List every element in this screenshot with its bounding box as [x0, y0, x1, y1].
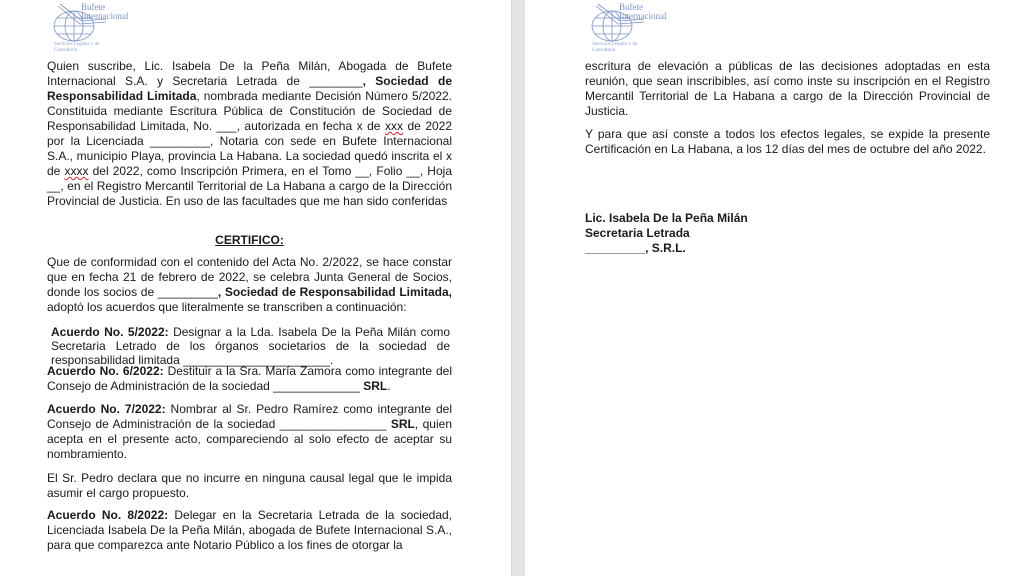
document-page-2 — [525, 0, 1024, 576]
closing-paragraph: Y para que así conste a todos los efectos legales, se expide la presente Certificación en La Habana, a los 12 días del mes de octubre del año 2022. — [585, 127, 990, 156]
signature-title: Secretaria Letrada — [585, 226, 690, 240]
spellcheck-word: xxx — [384, 119, 403, 133]
acuerdo-5: Acuerdo No. 5/2022: Designar a la Lda. Isabela De la Peña Milán como Secretaria Letrado de los órganos societarios de la sociedad de responsabilidad limitada ______________________. — [51, 325, 451, 367]
company-logo: Bufete Internacional Servicios Legales y de Consultoria — [588, 2, 678, 58]
spellcheck-word: xxxx — [64, 164, 89, 178]
document-page-1 — [0, 0, 511, 576]
acuerdo-6: Acuerdo No. 6/2022: Destituir a la Sra. María Zamora como integrante del Consejo de Administración de la sociedad _____________ SRL. — [47, 364, 452, 393]
certifico-heading: CERTIFICO: — [215, 233, 284, 247]
continuation-paragraph: escritura de elevación a públicas de las decisiones adoptadas en esta reunión, que sean inscribibles, así como inste su inscripción en el Registro Mercantil Territorial de La Habana a cargo de la Dirección Provincial de Justicia. — [585, 59, 990, 118]
company-logo: Bufete Internacional Servicios Legales y de Consultoria — [50, 2, 140, 58]
signature-company: _________, S.R.L. — [585, 241, 686, 255]
intro-paragraph: Quien suscribe, Lic. Isabela De la Peña Milán, Abogada de Bufete Internacional S.A. y Secretaria Letrada de ________, Sociedad de Responsabilidad Limitada, nombrada mediante Decisión Número 5/2022. Constituida mediante Escritura Pública de Constitución de Sociedad de Responsabilidad Limitada, No. ___, autorizada en fecha x de xxx de 2022 por la Licenciada _________, Notaria con sede en Bufete Internacional S.A., municipio Playa, provincia La Habana. La sociedad quedó inscrita el x de xxxx del 2022, como Inscripción Primera, en el Tomo __, Folio __, Hoja __, en el Registro Mercantil Territorial de La Habana a cargo de la Dirección Provincial de Justicia. En uso de las facultades que me han sido conferidas — [47, 59, 452, 208]
signature-name: Lic. Isabela De la Peña Milán — [585, 211, 748, 225]
pedro-paragraph: El Sr. Pedro declara que no incurre en ninguna causal legal que le impida asumir el cargo propuesto. — [47, 471, 452, 500]
acuerdo-8: Acuerdo No. 8/2022: Delegar en la Secretaria Letrada de la sociedad, Licenciada Isabela De la Peña Milán, abogada de Bufete Internacional S.A., para que comparezca ante Notario Público a los fines de otorgar la — [47, 508, 452, 552]
page-gutter — [511, 0, 525, 576]
acuerdo-7: Acuerdo No. 7/2022: Nombrar al Sr. Pedro Ramírez como integrante del Consejo de Administración de la sociedad ________________ SRL, quien acepta en el presente acto, compareciendo al solo efecto de aceptar su nombramiento. — [47, 402, 452, 461]
acta-paragraph: Que de conformidad con el contenido del Acta No. 2/2022, se hace constar que en fecha 21 de febrero de 2022, se celebra Junta General de Socios, donde los socios de _________, Sociedad de Responsabilidad Limitada, adoptó los acuerdos que literalmente se transcriben a continuación: — [47, 255, 452, 314]
